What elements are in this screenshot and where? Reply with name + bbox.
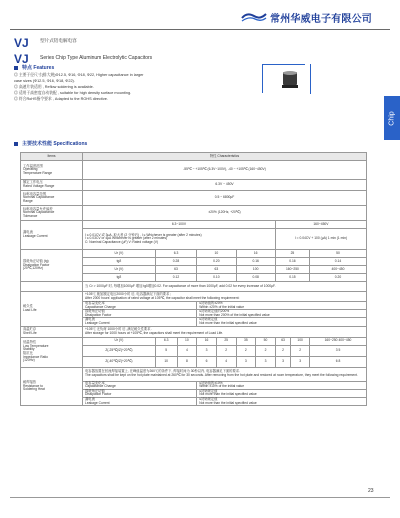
- leakage-low-line: I ≤ 0.01CV 或 3μA, 取大者 (2 分钟后) , I ≤ Whichever is greater (after 2 minutes): [85, 232, 202, 237]
- row-value: ±20% (120Hz, +20℃): [83, 206, 367, 221]
- low-temp-volt: 16: [197, 337, 217, 345]
- table-header-row: [21, 153, 367, 161]
- logo-emblem-icon: [241, 11, 267, 23]
- tan-cell: 16: [236, 250, 275, 258]
- tan-note: 当 Cr > 1000μF 时, 每增加1000μF 增加 tgδ增加0.02. For capacitance of more than 1000μF, add 0.02 for every increase of 1000μF.: [83, 282, 367, 292]
- item-en: Leakage Current: [85, 400, 110, 405]
- table-row: [21, 206, 367, 221]
- load-life-label-cn: 耐久性: [23, 304, 33, 309]
- value-cn: ≤初始规定值: [199, 396, 218, 401]
- leakage-low-line: C: Nominal Capacitance (μF) V: Rated voltage (V): [85, 239, 159, 244]
- leakage-low-line: I ≤ 0.03CV or 4μA Whichever is greater (after 2 minutes): [85, 236, 168, 241]
- leakage-v-high: 160~450V: [275, 221, 366, 229]
- shelf-life-label-cn: 高温贮存: [23, 326, 37, 331]
- shelf-life-label: [21, 326, 83, 337]
- low-temp-row-head: Z(-25℃)/Z(+20℃): [83, 345, 156, 356]
- tan-cell: 6.3: [155, 250, 196, 258]
- feature-item: ◎ 高速片装适用 , Reflow soldering is available.: [14, 85, 94, 89]
- capacitor-image: [280, 70, 300, 90]
- low-temp-cell: 6: [197, 356, 217, 367]
- low-temp-cell: 2: [236, 345, 256, 356]
- low-temp-row-head: Z(-40℃)/Z(+20℃): [83, 356, 156, 367]
- leakage-low-text: [83, 229, 276, 250]
- soldering-intro-en: The capacitors shall be kept on the hot plate maintained at 260℃ for 30 seconds. After removing from the hot plate and restored at room temperature, they meet the following requirement.: [85, 373, 358, 378]
- low-temp-cell: 2: [216, 345, 236, 356]
- low-temp-cell-a: 6: [335, 358, 338, 363]
- features-heading-text: 特点 Features: [22, 65, 55, 71]
- tan-cell: 63: [197, 266, 236, 274]
- low-temp-volt: 100: [291, 337, 310, 345]
- feature-item: ◎ 主要于径尺寸(排大规)Φ12.5, Φ16, Φ18, Φ22, Higher capacitance in larger: [14, 73, 144, 77]
- low-temp-head: Ur (V): [83, 337, 156, 345]
- low-temp-cell: 3: [291, 356, 310, 367]
- tan-head: tgδ: [83, 274, 156, 282]
- tan-cell: 160~250: [275, 266, 309, 274]
- table-row: [21, 180, 367, 191]
- leakage-label: [21, 221, 83, 250]
- series-subtitle-cn: 型片式铝电解电容: [40, 38, 77, 43]
- item-en: Capacitance Change: [85, 384, 116, 389]
- row-value: 0.5 ~ 6800μF: [83, 191, 367, 206]
- soldering-intro-cn: 电容器放置在回流焊接装置上, 在峰值温度为260℃的条件下, 焊接时间为 30秒以内, 电容器满足下面的要求.: [85, 369, 240, 374]
- soldering-intro: [83, 367, 367, 381]
- value-en: Not more than the initial specified value: [199, 320, 257, 325]
- low-temp-head-row: [21, 337, 367, 345]
- leakage-label-cn: 漏电流: [23, 230, 33, 235]
- tan-cell: 0.16: [275, 258, 309, 266]
- row-label: 额定工作电压 Rated Voltage Range: [21, 180, 83, 191]
- header-rule: [10, 29, 390, 30]
- tan-note-row: [21, 282, 367, 292]
- value-cn: ≤初始值的±10%: [199, 380, 223, 385]
- side-tab-chip: [384, 96, 400, 140]
- value-cn: ≤初始值的±20%: [199, 301, 223, 305]
- row-label: 标称电容量允许偏差 Nominal Capacitance Tolerance: [21, 206, 83, 221]
- low-temp-volt: 35: [236, 337, 256, 345]
- soldering-label-cn: 耐焊接热: [23, 379, 37, 384]
- tan-cell: 25: [275, 250, 309, 258]
- value-en: Not more than the initial specified value: [199, 392, 257, 397]
- square-bullet-icon: [14, 66, 18, 70]
- low-temp-label: 低温特性 Low Temperature Stability 阻抗比 Impedance Ratio (120Hz): [21, 337, 83, 367]
- col-items: Items: [21, 153, 83, 161]
- low-temp-cell: 2: [275, 345, 290, 356]
- load-life-intro: [83, 292, 367, 302]
- load-life-intro-row: [21, 292, 367, 302]
- features-heading: [14, 64, 54, 71]
- low-temp-cell: 4: [216, 356, 236, 367]
- specs-heading-text: 主要技术性能 Specifications: [22, 141, 88, 147]
- low-temp-cell: 3: [197, 345, 217, 356]
- low-temp-cell: 3: [275, 356, 290, 367]
- tan-cell: 0.28: [155, 258, 196, 266]
- value-cn: ≤初始规定值: [199, 388, 218, 393]
- tan-cell: 100: [236, 266, 275, 274]
- tan-cell: 0.16: [236, 258, 275, 266]
- low-temp-cell-a: 3: [335, 347, 338, 352]
- series-code-2: VJ: [14, 52, 29, 66]
- low-temp-volt: 50: [256, 337, 276, 345]
- series-code: VJ: [14, 36, 29, 50]
- value-en: Not more than 200% of the initial specified value: [199, 312, 270, 317]
- soldering-label: [21, 367, 83, 406]
- tan-cell: 0.08: [236, 274, 275, 282]
- feature-item: ◎ 适用于高密度自动装配 , suitable for high density surface mounting.: [14, 91, 132, 95]
- soldering-item-label: [83, 397, 197, 405]
- low-temp-cell-b: 8: [338, 358, 341, 363]
- tan-cell: 0.20: [197, 258, 236, 266]
- low-temp-volt: 6.3: [155, 337, 177, 345]
- low-temp-cell: 3: [256, 356, 276, 367]
- tan-cell: 0.15: [275, 274, 309, 282]
- shelf-life-row: [21, 326, 367, 337]
- value-cn: ≤初始规定值的200%: [199, 309, 230, 314]
- side-tab-label: Chip: [388, 110, 396, 126]
- tan-cell: 10: [197, 250, 236, 258]
- soldering-item-value: [197, 381, 367, 389]
- load-life-label: [21, 292, 83, 327]
- load-life-label-en: Load Life: [23, 307, 37, 312]
- value-en: Within ±10% of the initial value: [199, 384, 245, 389]
- row-value: 6.3V ~ 450V: [83, 180, 367, 191]
- item-cn: 电容量变化率: [85, 301, 105, 305]
- low-temp-volt: 63: [275, 337, 290, 345]
- low-temp-cell-b: 5: [338, 347, 341, 352]
- load-life-item-value: [197, 318, 367, 326]
- shelf-life-text-cn: +105℃ 无负荷 1000小时 后, 满足耐久性要求 .: [85, 326, 153, 331]
- tan-cell: 63: [155, 266, 196, 274]
- tan-row: [21, 250, 367, 258]
- col-characteristics: 特性 Characteristics: [83, 153, 367, 161]
- item-cn: 漏电流: [85, 396, 95, 401]
- low-temp-cell: 3: [236, 356, 256, 367]
- shelf-life-text-en: After storage for 1000 hours at +105℃, the capacitors shall meet the requirement of Load Life.: [85, 330, 224, 335]
- item-en: Leakage Current: [85, 320, 110, 325]
- leakage-label-en: Leakage Current: [23, 234, 48, 238]
- value-cn: ≤初始规定值: [199, 317, 218, 322]
- series-subtitle-en: Series Chip Type Aluminum Electrolytic Capacitors: [40, 55, 153, 61]
- item-cn: 电容量变化率: [85, 380, 105, 385]
- company-name: 常州华威电子有限公司: [270, 13, 372, 25]
- tan-head: Ur (V): [83, 250, 156, 258]
- low-temp-cell: 4: [177, 345, 197, 356]
- row-label: 工作温度范围 Operating Temperature Range: [21, 161, 83, 180]
- load-life-item-label: [83, 318, 197, 326]
- tan-cell: 0.10: [197, 274, 236, 282]
- soldering-intro-row: [21, 367, 367, 381]
- tan-cell: 50: [310, 250, 367, 258]
- value-en: Not more than the initial specified value: [199, 400, 257, 405]
- leakage-voltage-row: [21, 221, 367, 229]
- soldering-item-label: [83, 389, 197, 397]
- low-temp-cell: 10: [155, 356, 177, 367]
- tan-cell: 400~450: [310, 266, 367, 274]
- low-temp-cell: 8: [177, 356, 197, 367]
- low-temp-volt: 10: [177, 337, 197, 345]
- feature-item: case sizes (Φ12.5, Φ16, Φ18, Φ22).: [14, 79, 75, 83]
- item-en: Dissipation Factor: [85, 392, 112, 397]
- leakage-high-text: I = 0.04CV + 100 (μA) 1 min (1 min): [275, 229, 366, 250]
- page-number: 23: [368, 488, 374, 494]
- item-cn: 损耗角正切值: [85, 388, 105, 393]
- footer-rule: [10, 497, 390, 498]
- specifications-table: [20, 152, 367, 406]
- tan-label: 损耗角正切值 (tg) Dissipation Factor (20℃,120Hz): [21, 250, 83, 282]
- item-cn: 损耗角正切值: [85, 309, 105, 314]
- low-temp-volt-b: 400~450: [338, 338, 352, 343]
- item-en: Capacitance Change: [85, 304, 116, 309]
- low-temp-cell: 5: [155, 345, 177, 356]
- row-value: -55℃ ~ +105℃ (6.3V~100V), -40 ~ +105℃ (160~450V): [83, 161, 367, 180]
- item-cn: 漏电流: [85, 317, 95, 322]
- item-en: Dissipation Factor: [85, 312, 112, 317]
- specs-heading: [14, 140, 87, 147]
- empty-cell: [21, 282, 83, 292]
- low-temp-cell: [310, 356, 367, 367]
- low-temp-volt: [310, 337, 367, 345]
- soldering-item-value: [197, 397, 367, 405]
- leakage-v-low: 6.3~100V: [83, 221, 276, 229]
- tan-cell: 0.12: [155, 274, 196, 282]
- row-label: 标称电容量范围 Nominal Capacitance Range: [21, 191, 83, 206]
- low-temp-cell: 2: [256, 345, 276, 356]
- shelf-life-label-en: Shelf Life: [23, 330, 37, 335]
- load-life-item-label: [83, 310, 197, 318]
- low-temp-cell: 2: [291, 345, 310, 356]
- company-logo: [241, 8, 372, 26]
- load-life-item-value: [197, 310, 367, 318]
- feature-item: ◎ 符合RoHS指令要求 , Adapted to the ROHS directive.: [14, 97, 108, 101]
- tan-cell: 0.14: [310, 258, 367, 266]
- features-list: [14, 72, 244, 102]
- shelf-life-text: [83, 326, 367, 337]
- product-photo-frame-right: [300, 64, 311, 94]
- tan-cell: 0.20: [310, 274, 367, 282]
- low-temp-volt-a: 160~250: [324, 338, 338, 343]
- tan-head: tgδ: [83, 258, 156, 266]
- table-row: [21, 161, 367, 180]
- tan-head: Ur (V): [83, 266, 156, 274]
- soldering-label-en: Resistance to Soldering Heat: [23, 383, 45, 392]
- low-temp-cell: [310, 345, 367, 356]
- load-life-intro-cn: +105℃ 施加额定电压2000小时 后, 电容器满足下面的要求 ;: [85, 291, 172, 296]
- table-row: [21, 191, 367, 206]
- soldering-item-value: [197, 389, 367, 397]
- low-temp-volt: 25: [216, 337, 236, 345]
- value-en: Within ±20% of the initial value: [199, 304, 245, 309]
- square-bullet-icon: [14, 142, 18, 146]
- load-life-intro-en: After 2000 hours' application of rated voltage at 105℃, the capacitor shall meet the following requirement:: [85, 295, 240, 300]
